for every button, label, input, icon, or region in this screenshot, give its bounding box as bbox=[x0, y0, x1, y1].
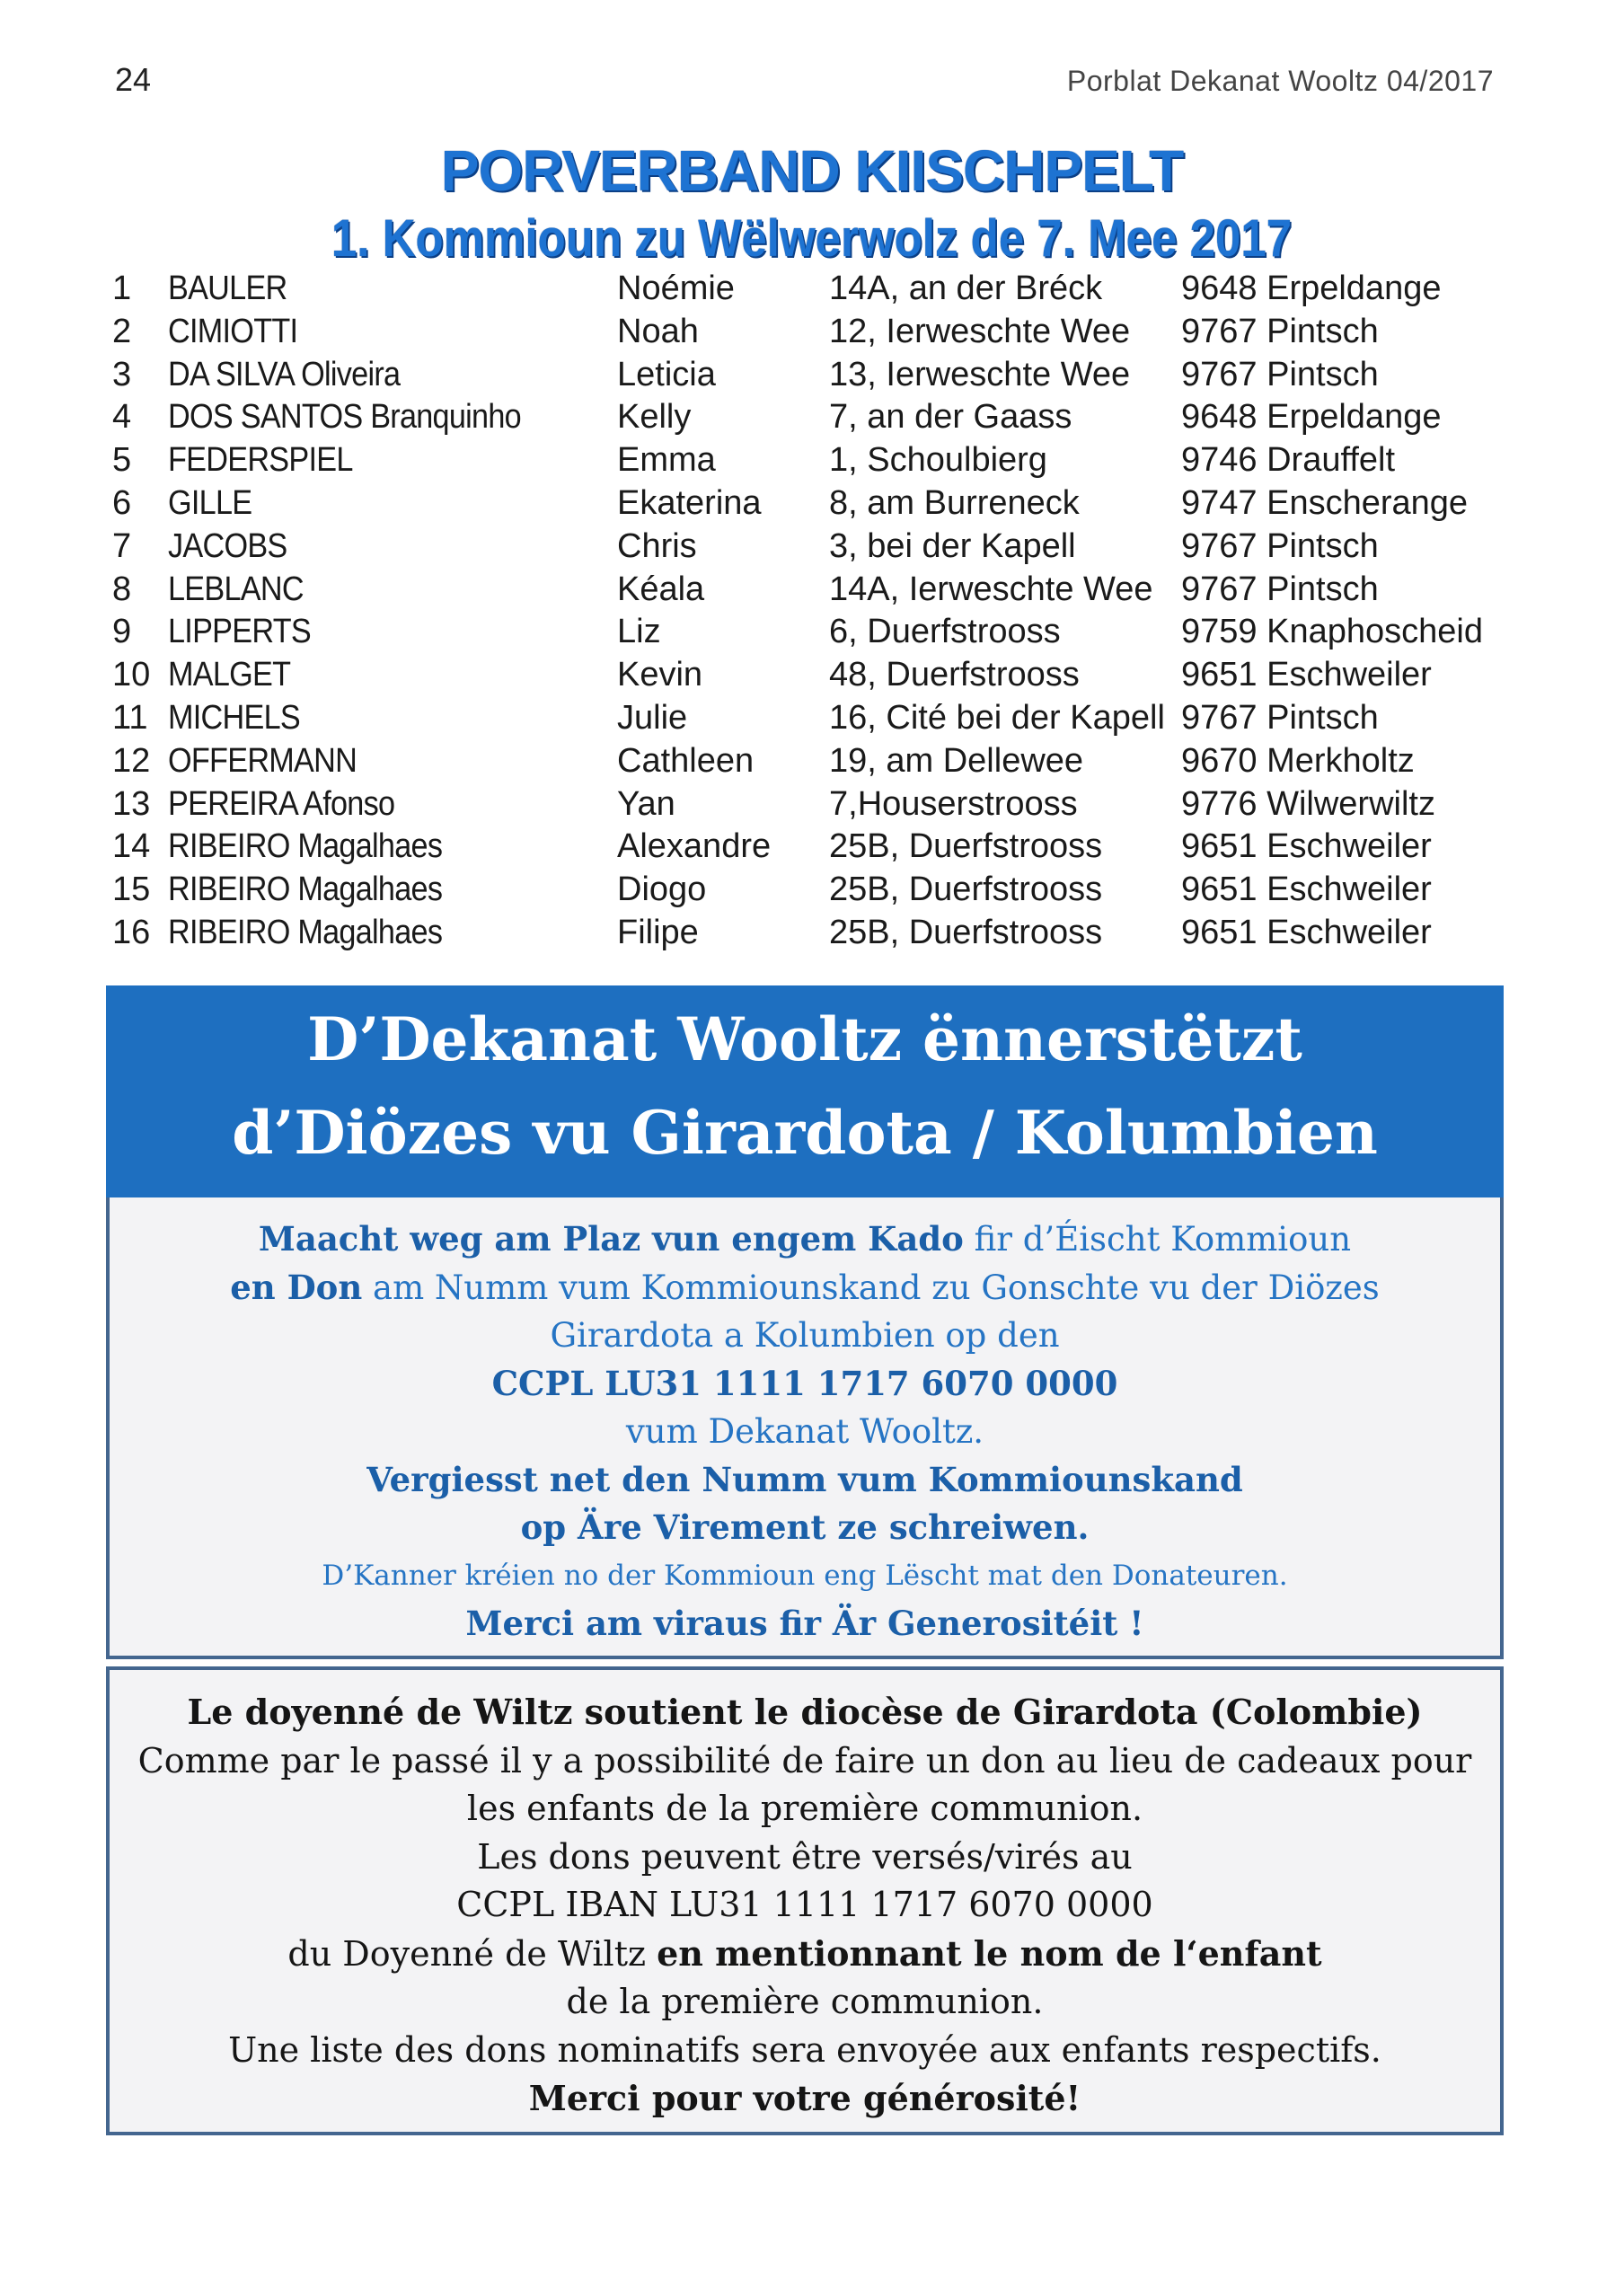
row-number: 3 bbox=[112, 355, 132, 393]
last-name: CIMIOTTI bbox=[168, 312, 298, 350]
table-row bbox=[112, 611, 1514, 654]
last-name: LEBLANC bbox=[168, 570, 304, 608]
row-number: 13 bbox=[112, 784, 151, 823]
street-address: 48, Duerfstrooss bbox=[829, 656, 1080, 694]
fr-line-8: Une liste des dons nominatifs sera envoyée aux enfants respectifs. bbox=[228, 2029, 1381, 2070]
lu-line-3: Girardota a Kolumbien op den bbox=[550, 1316, 1060, 1355]
row-number: 11 bbox=[112, 698, 148, 737]
table-row bbox=[112, 439, 1514, 482]
last-name: DOS SANTOS Branquinho bbox=[168, 398, 521, 437]
row-number: 15 bbox=[112, 870, 151, 909]
last-name: LIPPERTS bbox=[168, 613, 311, 651]
postal-town: 9767 Pintsch bbox=[1181, 355, 1379, 393]
table-row bbox=[112, 912, 1514, 955]
row-number: 12 bbox=[112, 741, 151, 780]
row-number: 2 bbox=[112, 312, 132, 350]
street-address: 25B, Duerfstrooss bbox=[829, 870, 1103, 909]
table-row bbox=[112, 783, 1514, 826]
fr-heading: Le doyenné de Wiltz soutient le diocèse de Girardota (Colombie) bbox=[187, 1692, 1423, 1732]
fr-line-4: Les dons peuvent être versés/virés au bbox=[477, 1836, 1133, 1877]
postal-town: 9648 Erpeldange bbox=[1181, 270, 1442, 307]
fr-line-3: les enfants de la première communion. bbox=[466, 1789, 1143, 1828]
last-name: FEDERSPIEL bbox=[168, 441, 353, 480]
postal-town: 9648 Erpeldange bbox=[1181, 398, 1442, 437]
postal-town: 9651 Eschweiler bbox=[1181, 656, 1432, 694]
first-name: Cathleen bbox=[617, 741, 755, 780]
street-address: 16, Cité bei der Kapell bbox=[829, 698, 1165, 737]
last-name: RIBEIRO Magalhaes bbox=[168, 913, 443, 951]
last-name: JACOBS bbox=[168, 526, 287, 565]
table-row bbox=[112, 569, 1514, 612]
last-name: PEREIRA Afonso bbox=[168, 784, 395, 823]
postal-town: 9746 Drauffelt bbox=[1181, 441, 1396, 480]
table-row bbox=[112, 869, 1514, 912]
row-number: 16 bbox=[112, 913, 151, 951]
table-row bbox=[112, 826, 1514, 869]
lu-line-8: D’Kanner kréien no der Kommioun eng Lëscht mat den Donateuren. bbox=[322, 1559, 1288, 1592]
street-address: 7, an der Gaass bbox=[829, 398, 1072, 437]
first-name: Diogo bbox=[617, 870, 707, 909]
row-number: 14 bbox=[112, 827, 151, 866]
table-row bbox=[112, 697, 1514, 740]
first-name: Noah bbox=[617, 312, 699, 350]
lu-line-1: Maacht weg am Plaz vun engem Kado fir d’Éischt Kommioun bbox=[258, 1219, 1352, 1259]
table-row bbox=[112, 311, 1514, 354]
support-banner bbox=[106, 985, 1504, 1197]
fr-thanks: Merci pour votre générosité! bbox=[528, 2078, 1081, 2118]
fr-account-number: CCPL IBAN LU31 1111 1717 6070 0000 bbox=[456, 1885, 1153, 1924]
fr-line-6: du Doyenné de Wiltz en mentionnant le nom de l‘enfant bbox=[287, 1932, 1322, 1974]
last-name: DA SILVA Oliveira bbox=[168, 355, 401, 393]
lu-line-7: op Äre Virement ze schreiwen. bbox=[520, 1507, 1090, 1547]
first-name: Chris bbox=[617, 526, 697, 565]
table-row bbox=[112, 482, 1514, 526]
last-name: BAULER bbox=[168, 270, 287, 307]
postal-town: 9767 Pintsch bbox=[1181, 570, 1379, 608]
running-header: Porblat Dekanat Wooltz 04/2017 bbox=[1066, 65, 1494, 97]
table-row bbox=[112, 654, 1514, 697]
page-subtitle: 1. Kommioun zu Wëlwerwolz de 7. Mee 2017 bbox=[331, 209, 1293, 268]
lu-thanks: Merci am viraus fir Är Generositéit ! bbox=[465, 1603, 1144, 1643]
row-number: 6 bbox=[112, 483, 132, 522]
postal-town: 9651 Eschweiler bbox=[1181, 870, 1432, 909]
row-number: 1 bbox=[112, 270, 132, 307]
first-name: Yan bbox=[617, 784, 675, 823]
first-name: Ekaterina bbox=[617, 483, 762, 522]
donation-box-french bbox=[106, 1666, 1504, 2135]
lu-line-6: Vergiesst net den Numm vum Kommiounskand bbox=[366, 1459, 1243, 1499]
row-number: 10 bbox=[112, 656, 151, 694]
street-address: 3, bei der Kapell bbox=[829, 526, 1076, 565]
banner-line-2: d’Diözes vu Girardota / Kolumbien bbox=[232, 1098, 1378, 1168]
street-address: 13, Ierweschte Wee bbox=[829, 355, 1131, 393]
street-address: 12, Ierweschte Wee bbox=[829, 312, 1131, 350]
fr-line-7: de la première communion. bbox=[566, 1982, 1044, 2021]
donation-box-luxembourgish bbox=[106, 1197, 1504, 1659]
street-address: 6, Duerfstrooss bbox=[829, 613, 1061, 651]
banner-line-1: D’Dekanat Wooltz ënnerstëtzt bbox=[307, 1004, 1302, 1074]
first-name: Kevin bbox=[617, 656, 703, 694]
fr-line-2: Comme par le passé il y a possibilité de faire un don au lieu de cadeaux pour bbox=[137, 1740, 1472, 1781]
row-number: 8 bbox=[112, 570, 132, 608]
row-number: 4 bbox=[112, 398, 132, 437]
table-row bbox=[112, 354, 1514, 397]
first-name: Noémie bbox=[617, 270, 735, 307]
postal-town: 9759 Knaphoscheid bbox=[1181, 613, 1483, 651]
table-row bbox=[112, 526, 1514, 569]
postal-town: 9767 Pintsch bbox=[1181, 312, 1379, 350]
page-title: PORVERBAND KIISCHPELT bbox=[440, 138, 1184, 203]
table-row bbox=[112, 396, 1514, 439]
row-number: 9 bbox=[112, 613, 132, 651]
street-address: 25B, Duerfstrooss bbox=[829, 913, 1103, 951]
last-name: RIBEIRO Magalhaes bbox=[168, 827, 443, 866]
row-number: 5 bbox=[112, 441, 132, 480]
lu-line-5: vum Dekanat Wooltz. bbox=[625, 1412, 984, 1451]
street-address: 25B, Duerfstrooss bbox=[829, 827, 1103, 866]
first-name: Leticia bbox=[617, 355, 716, 393]
title-block bbox=[0, 135, 1624, 275]
row-number: 7 bbox=[112, 526, 132, 565]
last-name: MICHELS bbox=[168, 698, 300, 737]
table-row bbox=[112, 268, 1514, 311]
postal-town: 9651 Eschweiler bbox=[1181, 827, 1432, 866]
street-address: 8, am Burreneck bbox=[829, 483, 1080, 522]
table-row bbox=[112, 740, 1514, 783]
page-number: 24 bbox=[115, 61, 152, 98]
lu-line-2: en Don am Numm vum Kommiounskand zu Gonschte vu der Diözes bbox=[230, 1267, 1380, 1307]
first-name: Kelly bbox=[617, 398, 692, 437]
last-name: GILLE bbox=[168, 483, 252, 522]
last-name: RIBEIRO Magalhaes bbox=[168, 870, 443, 909]
postal-town: 9747 Enscherange bbox=[1181, 483, 1469, 522]
last-name: OFFERMANN bbox=[168, 741, 357, 780]
first-name: Filipe bbox=[617, 913, 699, 951]
postal-town: 9670 Merkholtz bbox=[1181, 741, 1415, 780]
last-name: MALGET bbox=[168, 656, 291, 694]
first-name: Kéala bbox=[617, 570, 705, 608]
first-name: Alexandre bbox=[617, 827, 772, 866]
street-address: 1, Schoulbierg bbox=[829, 441, 1047, 480]
first-name: Emma bbox=[617, 441, 716, 480]
street-address: 14A, an der Bréck bbox=[829, 270, 1103, 307]
communicant-list bbox=[112, 268, 1514, 955]
street-address: 7,Houserstrooss bbox=[829, 784, 1078, 823]
first-name: Liz bbox=[617, 613, 661, 651]
lu-account-number: CCPL LU31 1111 1717 6070 0000 bbox=[491, 1363, 1118, 1403]
postal-town: 9767 Pintsch bbox=[1181, 698, 1379, 737]
postal-town: 9767 Pintsch bbox=[1181, 526, 1379, 565]
street-address: 19, am Dellewee bbox=[829, 741, 1084, 780]
postal-town: 9776 Wilwerwiltz bbox=[1181, 784, 1435, 823]
street-address: 14A, Ierweschte Wee bbox=[829, 570, 1153, 608]
postal-town: 9651 Eschweiler bbox=[1181, 913, 1432, 951]
first-name: Julie bbox=[617, 698, 688, 737]
